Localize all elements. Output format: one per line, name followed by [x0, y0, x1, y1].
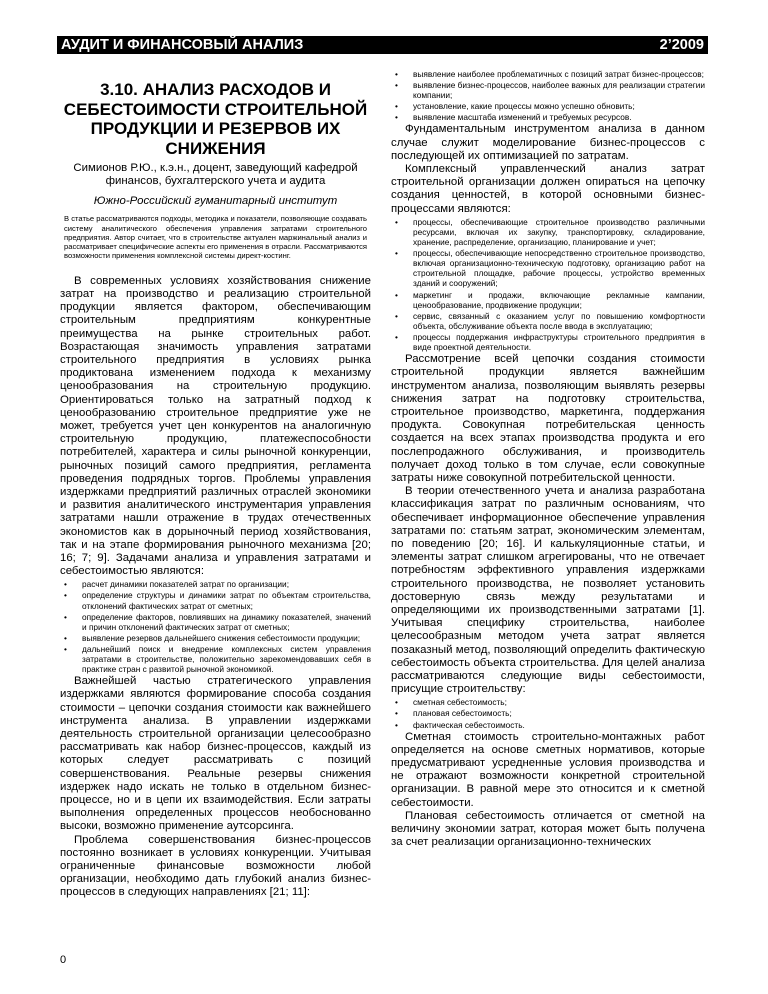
list-item: • определение факторов, повлиявших на динамику показателей, значений и причин отклонений фактических затрат от сметных; — [64, 611, 371, 632]
right-column — [391, 68, 705, 850]
article-institution: Южно-Российский гуманитарный институт — [93, 195, 338, 207]
journal-header — [57, 36, 708, 54]
list-item: • процессы поддержания инфраструктуры строительного предприятия в виде проектной деятельности. — [395, 331, 705, 353]
bullet-list — [391, 69, 705, 122]
paragraph: Проблема совершенствования бизнес-процессов постоянно возникает в условиях конкуренции. Учитывая ограниченные финансовые возможности любой организации, необходимо дать глубокий анализ бизнес-процессов в следующих направлениях [21; 11]: — [60, 833, 371, 899]
list-item: • выявление бизнес-процессов, наиболее важных для реализации стратегии компании; — [395, 80, 706, 101]
paragraph: Рассмотрение всей цепочки создания стоимости строительной продукции является важнейшим инструментом анализа, позволяющим выявлять резервы снижения затрат на подготовку строительства, строительное производство, маркетинга, поддержания продукта. Совокупная потребительская ценность создается на всех этапах производства продукта и его послепродажного обслуживания, и производитель получает доход только в том случае, если совокупные затраты ниже совокупной потребительской ценности. — [391, 353, 705, 484]
list-item: • процессы, обеспечивающие непосредственно строительное производство, включая организационно-техническую подготовку, организацию работ на строительной площадке, рабочие процессы, устройство временных зданий и сооружений; — [395, 248, 705, 289]
page-number: 0 — [60, 954, 67, 966]
left-column — [60, 76, 371, 900]
bullet-icon: • — [64, 611, 67, 622]
paragraph: Комплексный управленческий анализ затрат строительной организации должен опираться на цепочку создания ценностей, в которой основными бизнес-процессами являются: — [391, 163, 705, 215]
paragraph: Важнейшей частью стратегического управления издержками являются формирование способа создания стоимости – цепочки создания стоимости как важнейшего инструмента анализа. В управлении издержками деятельность строительной организации целесообразно рассматривать как набор бизнес-процессов, каждый из которых следует рассматривать с позиций совершенствования. Реальные резервы снижения издержек надо искать не только в отдельном бизнес-процессе, но и в цепи их взаимодействия. Если затраты выполнения определенных процессов необоснованно высоки, возможно применение аутсорсинга. — [60, 675, 371, 833]
list-item: • плановая себестоимость; — [395, 708, 512, 719]
bullet-list — [60, 579, 371, 674]
list-item: • выявление резервов дальнейшего снижения себестоимости продукции; — [64, 632, 361, 643]
article-authors: Симионов Р.Ю., к.э.н., доцент, заведующий кафедрой финансов, бухгалтерского учета и аудита — [73, 162, 358, 187]
bullet-icon: • — [395, 310, 398, 321]
bullet-icon: • — [395, 248, 398, 259]
paragraph: Плановая себестоимость отличается от сметной на величину экономии затрат, которая может быть получена за счет реализации организационно-технических — [391, 809, 705, 849]
list-item: • определение структуры и динамики затрат по объектам строительства, отклонений фактических затрат от сметных; — [64, 590, 371, 611]
list-item: • установление, какие процессы можно успешно обновить; — [395, 101, 635, 112]
bullet-icon: • — [395, 719, 398, 730]
bullet-icon: • — [395, 708, 398, 719]
bullet-icon: • — [395, 331, 398, 342]
list-item: • расчет динамики показателей затрат по организации; — [64, 579, 289, 590]
bullet-icon: • — [395, 101, 398, 112]
list-item: • дальнейший поиск и внедрение комплексных систем управления затратами в строительстве, положительно зарекомендовавших себя в практике стран с развитой рыночной экономикой. — [64, 643, 371, 675]
bullet-icon: • — [64, 632, 67, 643]
bullet-list — [391, 697, 705, 729]
paragraph: В современных условиях хозяйствования снижение затрат на производство и реализацию строительной продукции является фактором, обеспечивающим строительным предприятиям конкурентные преимущества на рынке строительных работ. Возрастающая значимость управления затратами строительного предприятия в условиях рынка продиктована изменением подхода к механизму ценообразования на строительную продукцию. Ориентироваться только на затратный подход к ценообразованию строительное предприятие уже не может, требуется учет цен конкурентов на аналогичную строительную продукцию, платежеспособности потребителей, характера и силы рыночной конкуренции, рыночных позиций самого предприятия, регламента проведения подрядных торгов. Проблемы управления издержками предприятий различных отраслей экономики и развития аналитического инструментария управления затратами нашли отражение в трудах отечественных экономистов как в дорыночный период хозяйствования, так и на этапе формирования рыночного механизма [20; 16; 7; 9]. Задачами анализа и управления затратами и себестоимостью являются: — [60, 274, 371, 578]
list-item: • процессы, обеспечивающие строительное производство различными ресурсами, включая их закупку, транспортировку, складирование, хранение, распределение, организацию, планирование и учет; — [395, 216, 705, 248]
bullet-icon: • — [64, 590, 67, 601]
bullet-icon: • — [64, 579, 67, 590]
list-item: • фактическая себестоимость. — [395, 719, 525, 730]
bullet-list — [391, 217, 705, 352]
paragraph: Сметная стоимость строительно-монтажных работ определяется на основе сметных нормативов, которые предусматривают усредненные условия производства и не отражают возможности конкретной строительной организации. В равной мере это относится и к сметной себестоимости. — [391, 730, 705, 809]
list-item: • выявление наиболее проблематичных с позиций затрат бизнес-процессов; — [395, 69, 704, 79]
issue-number: 2’2009 — [659, 37, 704, 53]
bullet-icon: • — [395, 289, 398, 300]
list-item: • маркетинг и продажи, включающие рекламные кампании, ценообразование, продвижение продукции; — [395, 289, 705, 310]
bullet-icon: • — [395, 69, 398, 79]
list-item: • выявление масштаба изменений и требуемых ресурсов. — [395, 112, 632, 123]
bullet-icon: • — [395, 216, 398, 227]
journal-title: АУДИТ И ФИНАНСОВЫЙ АНАЛИЗ — [61, 37, 304, 53]
list-item: • сметная себестоимость; — [395, 697, 507, 708]
bullet-icon: • — [395, 697, 398, 708]
paragraph: В теории отечественного учета и анализа разработана классификация затрат по различным основаниям, что обеспечивает информационное обеспечение управления затратами по: статьям затрат, экономическим элементам, по поведению [20; 16]. И калькуляционные статьи, и элементы затрат слишком агрегированы, что не отвечает потребностям эффективного управления издержками строительного производства, не позволяет установить достоверную связь между результатами и определяющими их производственными затратами [1]. Учитывая специфику строительства, наиболее целесообразным методом учета затрат является позаказный метод, позволяющий определить фактическую себестоимость объекта строительства. Для целей анализа рассматриваются следующие виды себестоимости, присущие строительству: — [391, 485, 705, 696]
bullet-icon: • — [395, 112, 398, 123]
bullet-icon: • — [395, 80, 398, 91]
article-abstract: В статье рассматриваются подходы, методика и показатели, позволяющие создавать систему аналитического обеспечения управления затратами строительного предприятия. Автор считает, что в строительстве актуален маржинальный анализ и рассматривает специфические аспекты его применения в отрасли. Рассматриваются возможности применения комплексной системы директ-костинг. — [64, 214, 367, 261]
bullet-icon: • — [64, 643, 67, 654]
article-title: 3.10. АНАЛИЗ РАСХОДОВ И СЕБЕСТОИМОСТИ СТРОИТЕЛЬНОЙ ПРОДУКЦИИ И РЕЗЕРВОВ ИХ СНИЖЕНИЯ — [63, 80, 368, 158]
paragraph: Фундаментальным инструментом анализа в данном случае служит моделирование бизнес-процессов с последующей их оптимизацией по затратам. — [391, 123, 705, 162]
list-item: • сервис, связанный с оказанием услуг по повышению комфортности объекта, обслуживание объекта после ввода в эксплуатацию; — [395, 310, 705, 331]
